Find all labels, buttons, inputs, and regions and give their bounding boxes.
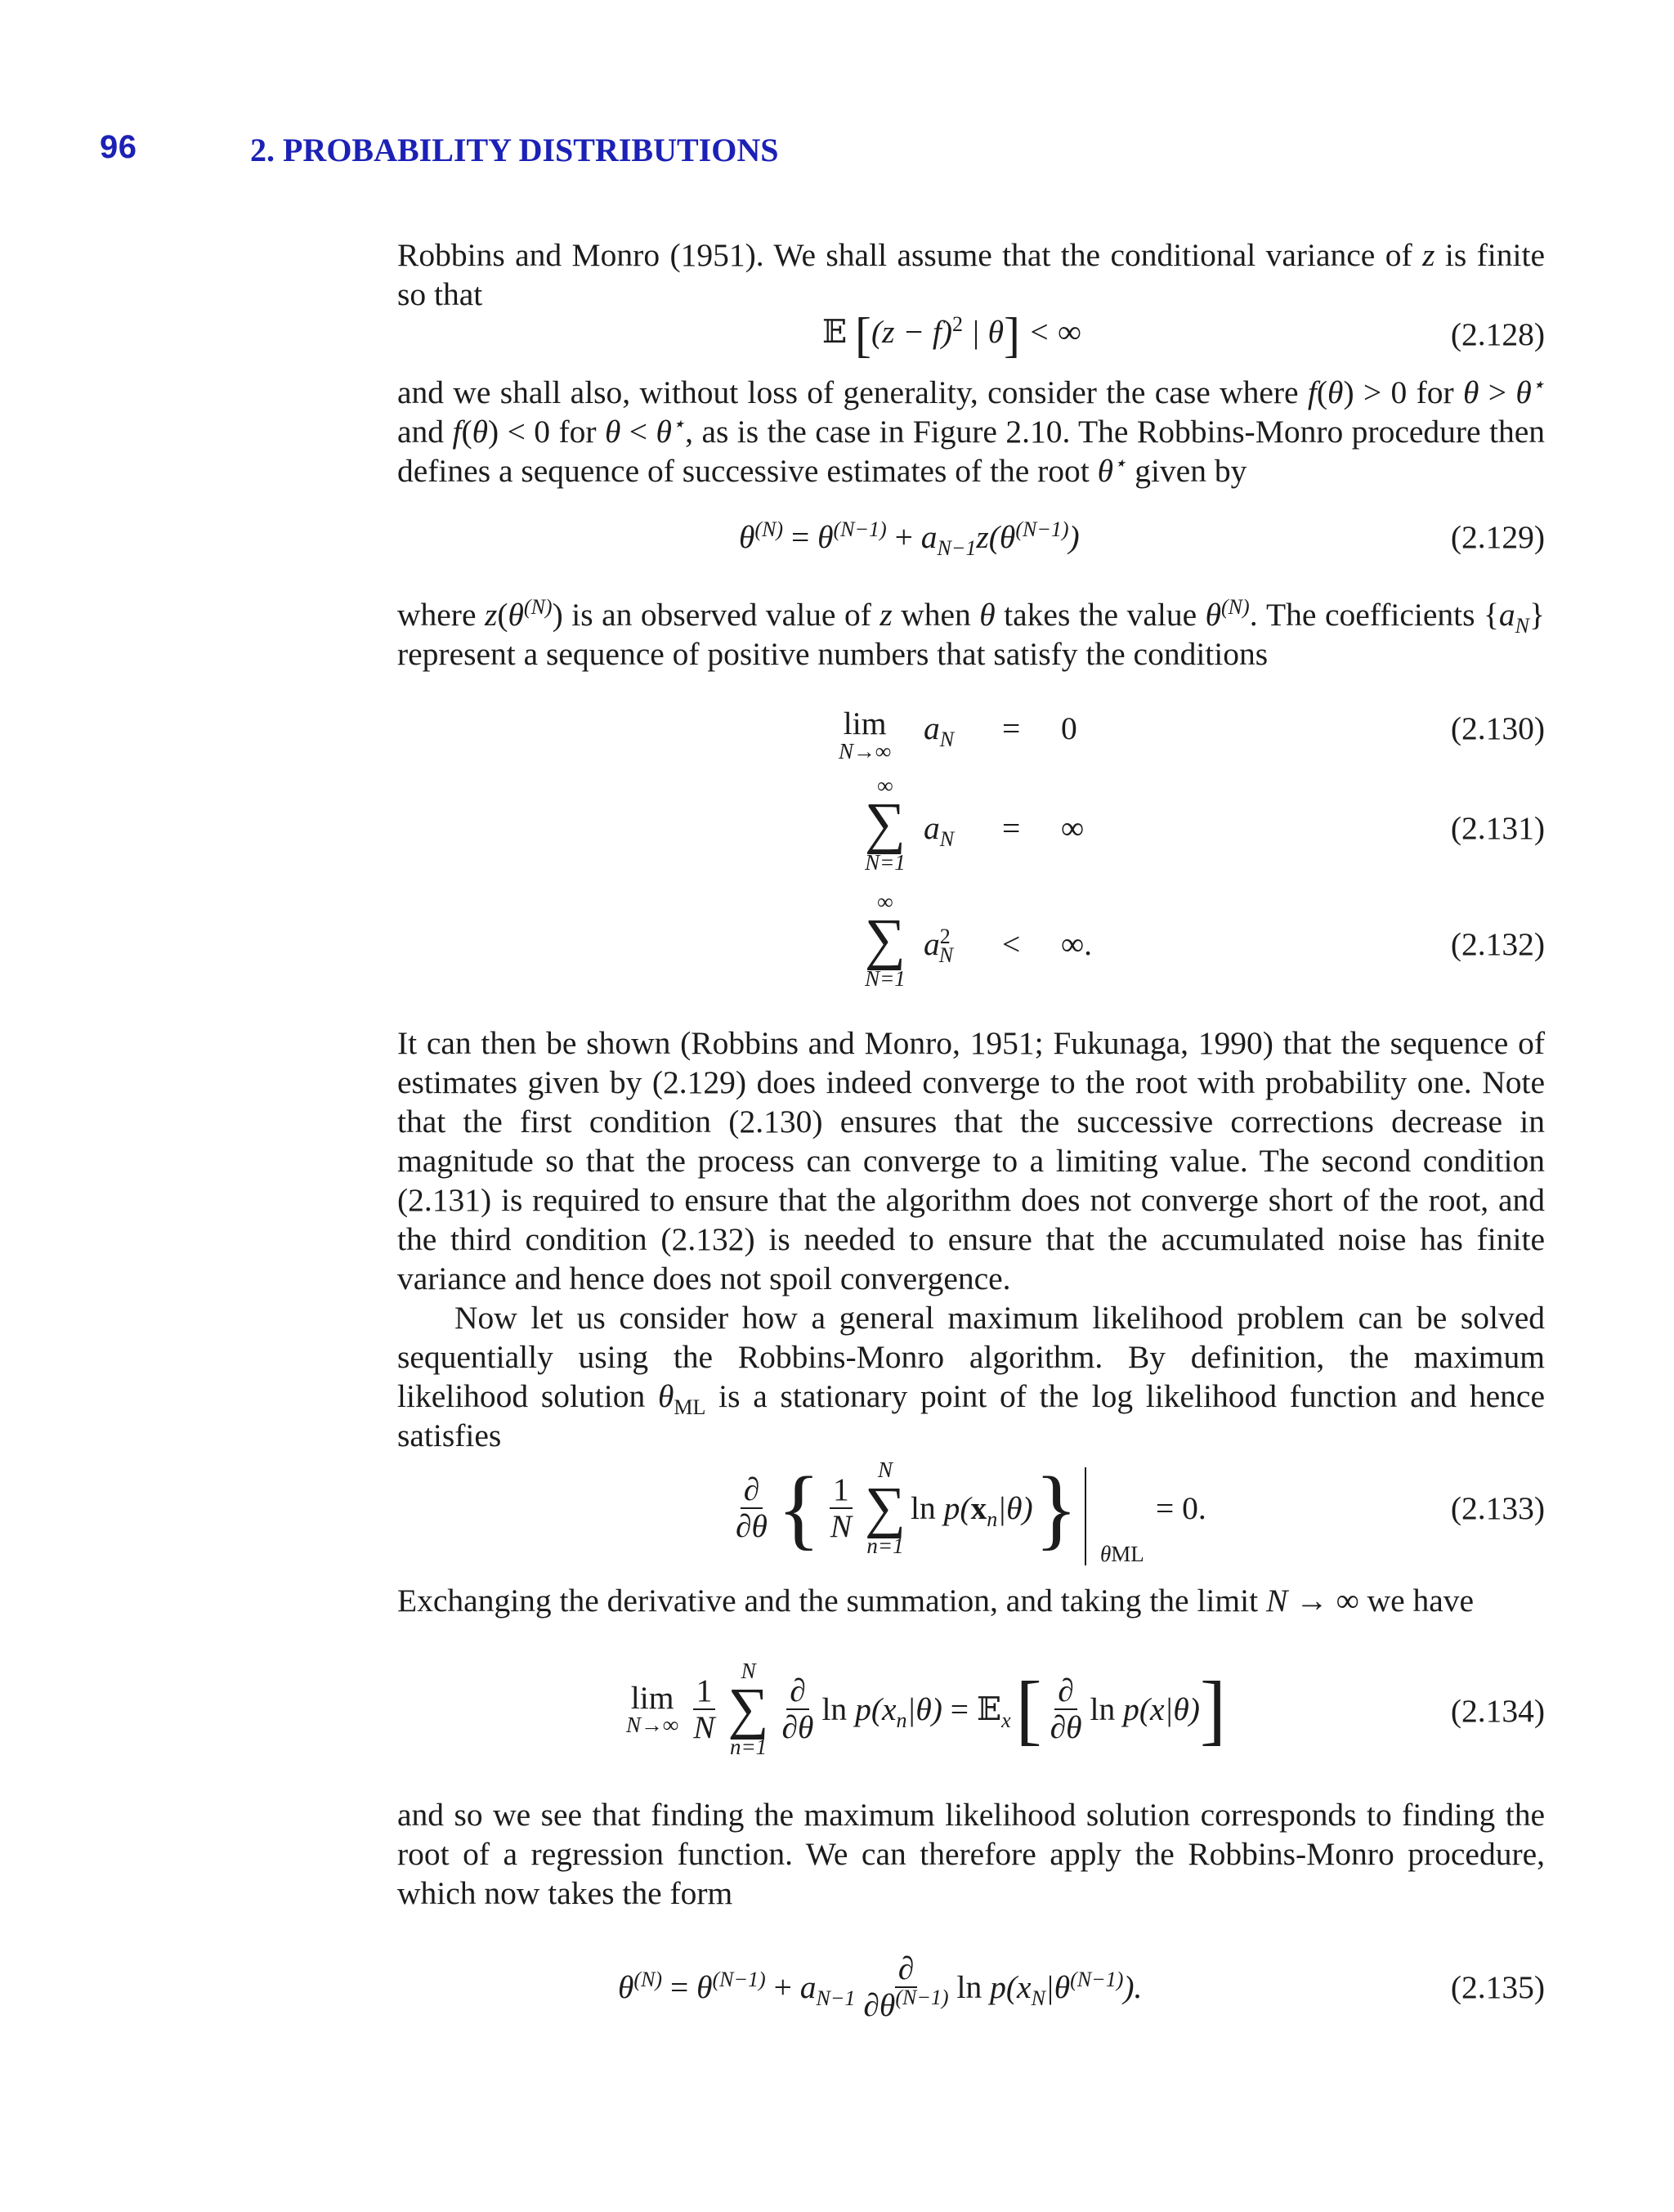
equation-2-132: ∞ ∑ N=1 $a^2_N$ < ∞. (2.132)	[865, 889, 1545, 991]
paragraph-3: where $z(\theta^{(N)})$ is an observed value of z when θ takes the value $\theta^{(N)}$. The coefficients $\{a_N\}$ represent a sequence of positive numbers that satisfy the conditions	[397, 594, 1545, 672]
equation-2-131: ∞ ∑ N=1 $a_N$ = ∞ (2.131)	[865, 773, 1545, 875]
equation-number: (2.135)	[1450, 1969, 1545, 2005]
equation-2-134: lim N→∞ $\frac{1}{N}$ N ∑ n=1 $\frac{\partial}{\partial\theta}$ $\ln p(x_n|\theta)$ = 𝔼$_x$ [ $\frac{\partial}{\partial\theta}$ ln p(x|θ) ] (2.134)	[626, 1658, 1545, 1760]
equation-number: (2.133)	[1450, 1490, 1545, 1526]
equation-2-129: $\theta^{(N)} = \theta^{(N-1)} + a_{N-1}z(\theta^{(N-1)})$ (2.129)	[739, 517, 1545, 560]
equation-number: (2.129)	[1450, 519, 1545, 555]
paragraph-1: Robbins and Monro (1951). We shall assume that the conditional variance of z is finite so that	[397, 237, 1545, 312]
equation-number: (2.128)	[1450, 316, 1545, 352]
equation-number: (2.130)	[1450, 710, 1545, 746]
paragraph-6: Exchanging the derivative and the summation, and taking the limit N → ∞ we have	[397, 1583, 1475, 1619]
paragraph-2: and we shall also, without loss of generality, consider the case where f(θ) > 0 for θ > θ⋆ and f(θ) < 0 for θ < θ⋆, as is the case in Figure 2.10. The Robbins-Monro procedure then defines a sequence of successive estimates of the root θ⋆ given by	[397, 372, 1545, 489]
page-number: 96	[100, 129, 137, 165]
equation-2-128: 𝔼 [$(z - f)^2$ | θ] < ∞ (2.128)	[822, 308, 1545, 362]
paragraph-4: It can then be shown (Robbins and Monro, 1951; Fukunaga, 1990) that the sequence of estimates given by (2.129) does indeed converge to the root with probability one. Note that the first condition (2.130) ensures that the successive corrections decrease in magnitude so that the process can converge to a limiting value. The second condition (2.131) is required to ensure that the algorithm does not converge short of the root, and the third condition (2.132) is needed to ensure that the accumulated noise has finite variance and hence does not spoil convergence.	[397, 1025, 1545, 1296]
paragraph-7: and so we see that finding the maximum likelihood solution corresponds to finding the root of a regression function. We can therefore apply the Robbins-Monro procedure, which now takes the form	[397, 1797, 1545, 1911]
equation-number: (2.132)	[1450, 926, 1545, 962]
equation-number: (2.131)	[1450, 810, 1545, 846]
chapter-title: 2. PROBABILITY DISTRIBUTIONS	[250, 132, 779, 168]
equation-number: (2.134)	[1450, 1693, 1545, 1729]
equation-2-135: $\theta^{(N)} = \theta^{(N-1)} + a_{N-1}$ $\frac{\partial}{\partial\theta^{(N-1)}}$ $\ln p(x_N|\theta^{(N-1)})$. (2.135)	[618, 1950, 1545, 2023]
paragraph-5: Now let us consider how a general maximum likelihood problem can be solved sequentially using the Robbins-Monro algorithm. By definition, the maximum likelihood solution $\theta_{ML}$ is a stationary point of the log likelihood function and hence satisfies	[397, 1300, 1545, 1453]
equation-2-133: $\frac{\partial}{\partial\theta}$ { $\frac{1}{N}$ N ∑ n=1 $\ln p(x_n|\theta)$ } θML = 0. (2.133)	[736, 1457, 1545, 1566]
equation-2-130: lim N→∞ $a_N$ = 0 (2.130)	[839, 705, 1545, 763]
